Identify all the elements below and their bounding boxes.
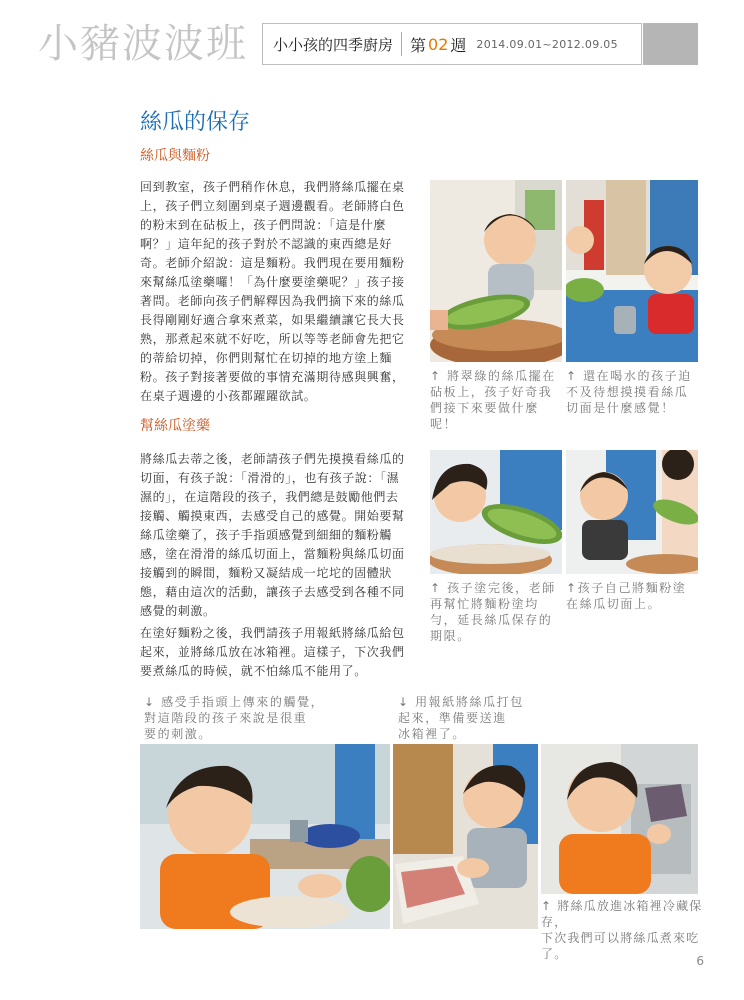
section1-caption-left: ↑ 將翠綠的絲瓜擺在砧板上，孩子好奇我們接下來要做什麼呢！ xyxy=(430,369,556,431)
section2-body-1: 將絲瓜去蒂之後，老師請孩子們先摸摸看絲瓜的切面，有孩子說：「滑滑的」，也有孩子說：「濕濕的」，在這階段的孩子，我們總是鼓勵他們去接觸、觸摸東西，去感受自己的感覺。開始要幫絲瓜塗藥了，孩子手指頭感覺到細細的麵粉觸感，塗在滑滑的絲瓜切面上，當麵粉與絲瓜切面接觸到的瞬間，麵粉又凝結成一坨坨的固體狀態，藉由這次的活動，讓孩子去感受到各種不同感覺的刺激。 xyxy=(140,452,405,618)
photo-applying-flour xyxy=(430,450,562,574)
photo-cutting-board xyxy=(430,180,562,362)
brand-title: 小豬波波班 xyxy=(38,21,248,67)
bottom-caption-mid: ↓ 用報紙將絲瓜打包 起來，準備要送進 冰箱裡了。 xyxy=(398,695,524,741)
bottom-caption-left: ↓ 感受手指頭上傳來的觸覺， 對這階段的孩子來說是很重 要的刺激。 xyxy=(144,695,325,741)
header-box xyxy=(262,23,642,65)
page-number: 6 xyxy=(696,954,704,968)
section1-body: 回到教室，孩子們稍作休息，我們將絲瓜擺在桌上，孩子們立刻圍到桌子週邊觀看。老師將白色的粉末到在砧板上，孩子們問說：「這是什麼啊？」這年紀的孩子對於不認識的東西總是好奇。老師介紹說：這是麵粉。我們現在要用麵粉來幫絲瓜塗藥囉！「為什麼要塗藥呢？」孩子接著問。老師向孩子們解釋因為我們摘下來的絲瓜長得剛剛好適合拿來煮菜，如果繼續讓它長大長熟，那煮起來就不好吃，所以等等老師會先把它的蒂給切掉，你們則幫忙在切掉的地方塗上麵粉。孩子對接著要做的事情充滿期待感與興奮，在桌子週邊的小孩都躍躍欲試。 xyxy=(140,180,405,403)
section1-caption-right: ↑ 還在喝水的孩子迫不及待想摸摸看絲瓜切面是什麼感覺！ xyxy=(566,369,692,415)
series-title: 小小孩的四季廚房 xyxy=(273,35,394,54)
section2-caption-left: ↑ 孩子塗完後，老師再幫忙將麵粉塗均勻，延長絲瓜保存的期限。 xyxy=(430,581,556,643)
section1-heading: 絲瓜與麵粉 xyxy=(140,148,210,164)
photo-touching-flour xyxy=(140,744,390,929)
header-dates: 2014.09.01~2012.09.05 xyxy=(476,37,618,51)
section2-body-2: 在塗好麵粉之後，我們請孩子用報紙將絲瓜給包起來，並將絲瓜放在冰箱裡。這樣子，下次我們要煮絲瓜的時候，就不怕絲瓜不能用了。 xyxy=(140,626,405,678)
photo-child-flour xyxy=(566,450,698,574)
photo-fridge xyxy=(541,744,698,894)
section2-caption-right: ↑孩子自己將麵粉塗在絲瓜切面上。 xyxy=(566,581,687,611)
bottom-caption-right: ↑ 將絲瓜放進冰箱裡冷藏保存， 下次我們可以將絲瓜煮來吃了。 xyxy=(541,899,703,961)
week-number: 02 xyxy=(428,34,449,54)
photo-wrapping-newspaper xyxy=(393,744,538,929)
header-gray-block xyxy=(643,23,698,65)
header-divider xyxy=(401,32,402,56)
week-suffix: 週 xyxy=(450,35,467,55)
week-prefix: 第 xyxy=(410,35,427,55)
page-title: 絲瓜的保存 xyxy=(140,110,251,135)
section2-heading: 幫絲瓜塗藥 xyxy=(140,418,210,434)
photo-drinking-child xyxy=(566,180,698,362)
